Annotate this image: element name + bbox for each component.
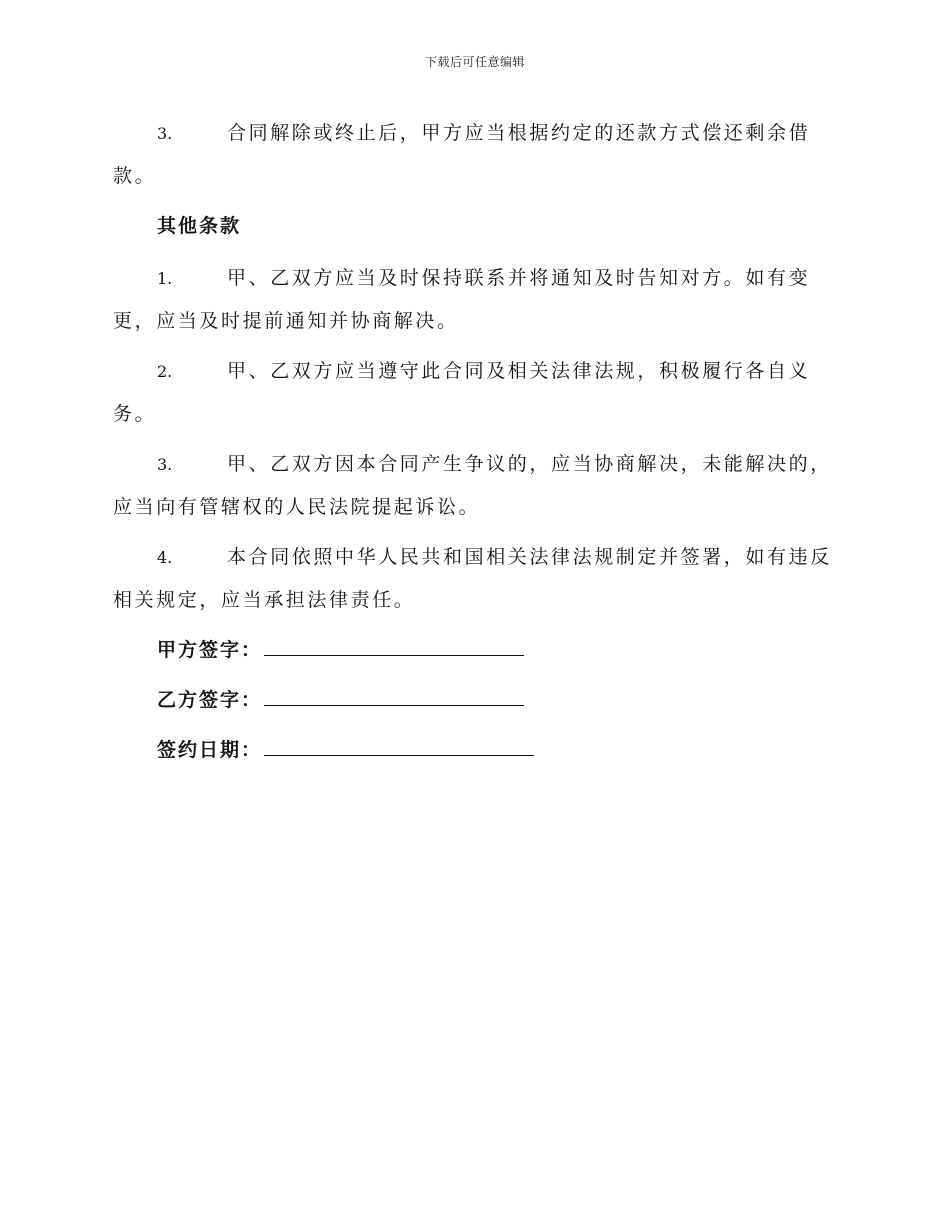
clause-number: 3. [157,455,173,474]
sign-date-line[interactable] [264,733,534,756]
clause-text: 合同解除或终止后，甲方应当根据约定的还款方式偿还剩余借款。 [113,122,811,187]
party-a-signature-label: 甲方签字： [157,639,263,661]
section-title-other-terms: 其他条款 [157,215,242,237]
party-b-signature-line[interactable] [264,683,524,706]
clause-text: 本合同依照中华人民共和国相关法律法规制定并签署，如有违反相关规定，应当承担法律责任。 [113,546,832,611]
clause-3-repayment [113,112,833,197]
party-a-signature-line[interactable] [264,633,524,656]
document-body [113,112,833,779]
other-term-3 [113,443,833,528]
clause-number: 4. [157,548,173,567]
sign-date-label: 签约日期： [157,739,263,761]
clause-text: 甲、乙双方应当遵守此合同及相关法律法规，积极履行各自义务。 [113,360,811,425]
other-term-2 [113,350,833,435]
sign-date-row [157,729,833,771]
other-term-1 [113,257,833,342]
other-term-4 [113,536,833,621]
party-b-signature-label: 乙方签字： [157,689,263,711]
page-header-note: 下载后可任意编辑 [424,55,525,69]
party-a-signature-row [157,629,833,671]
clause-number: 1. [157,269,173,288]
clause-number: 3. [157,124,173,143]
clause-number: 2. [157,362,173,381]
clause-text: 甲、乙双方因本合同产生争议的，应当协商解决，未能解决的，应当向有管辖权的人民法院提起诉讼。 [113,453,832,518]
clause-text: 甲、乙双方应当及时保持联系并将通知及时告知对方。如有变更，应当及时提前通知并协商解决。 [113,267,811,332]
party-b-signature-row [157,679,833,721]
